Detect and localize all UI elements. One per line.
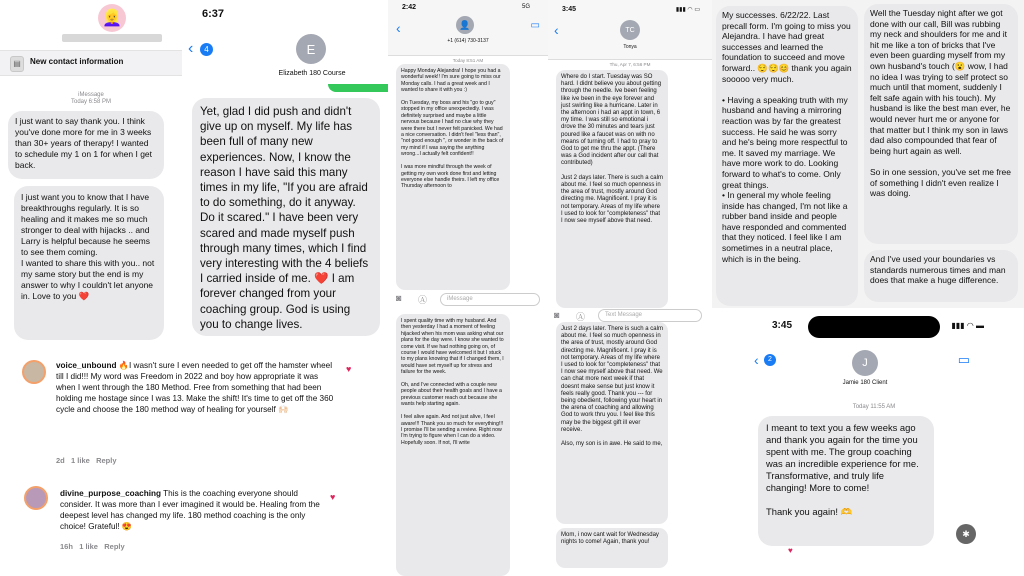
- heart-icon[interactable]: ♥: [330, 492, 336, 502]
- message-input[interactable]: iMessage: [440, 293, 540, 306]
- comment-meta: [60, 542, 125, 551]
- contact-avatar[interactable]: J: [852, 350, 878, 376]
- camera-icon[interactable]: ◙: [554, 310, 560, 320]
- back-count-badge: 4: [200, 43, 213, 56]
- status-time: 3:45: [562, 6, 577, 13]
- contact-avatar[interactable]: TC: [620, 20, 640, 40]
- contact-avatar[interactable]: 👱‍♀️: [98, 4, 126, 32]
- status-icons: ▮▮▮ ◠ ▬: [951, 321, 984, 330]
- message-bubble: Mom, i now cant wait for Wednesday nights to come! Again, thank you!: [556, 528, 668, 568]
- comment-age: 16h: [60, 542, 73, 551]
- commenter-avatar[interactable]: [24, 486, 48, 510]
- back-button[interactable]: ‹: [754, 352, 759, 368]
- message-bubble: Happy Monday Alejandra! I hope you had a wonderful week!! I'm sure going to miss our Monday calls. I had a great week and I wanted to share it with you :) On Tuesday, my boss and his "go to guy" stopped in my office unexpectedly. I was definitely surprised and maybe a little nervous because I had no clue why they were there but I never felt panicked. We had a nice conversation. I didn't feel "less than", "not good enough ", or wonder in the back of my mind if I was saying the anything wrong...I actually felt confident!! I was more mindful through the week of getting my own work done first and letting everyone else handle theirs. I left my office Thursday afternoon to: [396, 64, 510, 290]
- message-bubble: Well the Tuesday night after we got done with our call, Bill was rubbing my neck and shoulders for me and it hit me like a ton of bricks that I've even been guarding myself from my own husband's touch (😮 wow, I had no idea I was trying to self protect so much until that moment, suddenly I felt safe again with his touch). My husband is like the best man ever, he would never hurt me or anyone for that matter but I think my son in laws dad also compounded that fear of being hurt again as well. So in one session, you've set me free of something I didn't even realize I was doing.: [864, 4, 1018, 244]
- message-bubble: Where do I start. Tuesday was SO hard. I didnt believe you about getting through the needle. Ive been feeling like ive been in the eye forever and just swirling like a hurricane. Later in the afternoon i had an appt in town, 6 my time. I was still so emotional i drove the 30 minutes and tears just poured like a faucet was on with no means of turning off. I had to pray to God to get me thru the appt. (There was a God incident after our call that contributed) Just 2 days later. There is such a calm about me. I feel so much openness in the area of trust, mostly around God directing me. Magnificent. I pray it is not temporary. Areas of my life where I used to look for "completeness" that I now see myself above that need.: [556, 70, 668, 308]
- apps-icon[interactable]: Ⓐ: [576, 312, 586, 322]
- comment: [0, 480, 320, 576]
- contact-card-icon: ▤: [10, 56, 24, 72]
- share-icon[interactable]: ✱: [956, 524, 976, 544]
- comment-username[interactable]: voice_unbound: [56, 361, 117, 370]
- back-button[interactable]: ‹: [554, 22, 559, 38]
- back-button[interactable]: ‹: [188, 40, 194, 57]
- timestamp: Thu, Apr 7, 6:56 PM: [609, 62, 651, 67]
- message-bubble: I just want to say thank you. I think you've done more for me in 3 weeks than 30+ years of therapy! I wanted to schedule my 1 on 1 for when I get back.: [8, 111, 164, 179]
- contact-number[interactable]: +1 (614) 730-3137: [447, 38, 489, 44]
- video-call-icon[interactable]: ▭: [957, 352, 970, 367]
- contact-avatar[interactable]: E: [296, 34, 326, 64]
- comment-username[interactable]: divine_purpose_coaching: [60, 489, 162, 498]
- heart-icon[interactable]: ♥: [346, 364, 352, 374]
- comment-text: [60, 488, 330, 532]
- timestamp: Today 8:51 AM: [452, 58, 484, 63]
- contact-name[interactable]: Tonya: [623, 44, 637, 50]
- message-bubble: I just want you to know that I have breakthroughs regularly. It is so healing and it makes me so much stronger to deal with hijacks .. and Larry is helpful because he seems to see them coming. I wanted to share this with you.. not my same story but the end is my answer to why I couldn't let anyone in. Love to you ❤️: [14, 186, 164, 340]
- video-call-icon[interactable]: ▭: [530, 20, 540, 31]
- network-status: 5G: [521, 4, 530, 10]
- message-bubble: I spent quality time with my husband. And then yesterday I had a moment of feeling hijacked when his mom was asking what our plans for the day were. I know she wanted to come visit. If we had nothing going on, of course I would have welcomed it but I stuck to my plans knowing that if I changed them, I would have set myself up for stress and failure for the week. Oh, and I've connected with a couple new people about their health goals and I have a previous customer reach out because she wants help starting again. I feel alive again. And not just alive, I feel aware!!! Thank you so much for everything!!! I promise I'll be sending a review. Right now I'm trying to figure when I can do a video. Hopefully soon. If not, I'll write: [396, 314, 510, 576]
- status-time: 3:45: [772, 320, 793, 331]
- contact-info-card[interactable]: [0, 50, 182, 76]
- status-time: 6:37: [202, 8, 225, 20]
- message-bubble: Yet, glad I did push and didn't give up on myself. My life has been full of many new experiences. Now, I know the reason I have said this many times in my life, "If you are afraid to do something, do it anyway. Do it scared." I have been very scared and made myself push through many times, which I find very interesting with the 4 beliefs I carried inside of me. ❤️ I am forever changed from your coaching group. God is using you to change lives.: [192, 98, 380, 336]
- comment-likes[interactable]: 1 like: [71, 456, 90, 465]
- message-bubble: I meant to text you a few weeks ago and thank you again for the time you spent with me. The group coaching was an incredible experience for me. Transformative, and truly life changing! More to come! Thank you again! 🫶: [758, 416, 934, 546]
- back-count-badge: 2: [764, 354, 776, 366]
- commenter-avatar[interactable]: [22, 360, 46, 384]
- message-bubble: Just 2 days later. There is such a calm about me. I feel so much openness in the area of trust, mostly around God directing me. Magnificent. I pray it is not temporary. Areas of my life where I used to look for "completeness" that I now see myself above that need. We can chat more next week if that doesnt make sense but just know it feels really good. Thank you --- for being obedient, following your heart in the arena of coaching and allowing God to work thru you. I feel like this may be the biggest gift ill ever receive. Also, my son is in awe. He said to me,: [556, 322, 668, 524]
- contact-name[interactable]: Jamie 180 Client: [842, 380, 888, 386]
- service-label: iMessage: [78, 92, 104, 98]
- status-time: 2:42: [402, 4, 417, 11]
- panel-elizabeth: [182, 0, 388, 346]
- comment: [0, 352, 334, 470]
- reply-link[interactable]: Reply: [104, 542, 125, 551]
- status-icons: ▮▮▮ ◠ ▭: [675, 7, 700, 13]
- dynamic-island: [808, 316, 940, 338]
- reply-link[interactable]: Reply: [96, 456, 117, 465]
- message-input[interactable]: Text Message: [598, 309, 702, 322]
- comment-age: 2d: [56, 456, 65, 465]
- comment-text: [56, 360, 336, 415]
- panel-jamie: [748, 312, 1000, 576]
- header-bar: [548, 0, 712, 60]
- timestamp: Today 6:58 PM: [70, 99, 112, 105]
- comment-meta: [56, 456, 117, 465]
- heart-icon: ♥: [788, 546, 793, 555]
- message-bubble: My successes. 6/22/22. Last precall form. I'm going to miss you Alejandra. I have had great successes and learned the foundation to succeed and move forward.. 😌😌😊 thank you again sooooo very much. • Having a speaking truth with my husband and having a mirroring reaction was by far the greatest success. He said he was sorry and he's being more respectful to me. It saved my marriage. We have more work to do. Looking forward to what's to come. Only great things. • In general my whole feeling inside has changed, I'm not like a rubber band inside and people have responded and commented that they noticed. I feel like I am sometimes in a neutral place, which is in the being.: [716, 6, 858, 306]
- contact-avatar[interactable]: 👤: [456, 16, 474, 34]
- apps-icon[interactable]: Ⓐ: [418, 295, 428, 305]
- comment-body: This is the coaching everyone should consider. It was more than I ever imagined it would be. Healing from the deepest level has changed my life. 180 method coaching is the only choice! Grateful! 😍: [60, 489, 320, 531]
- panel-unknown-number: [388, 0, 548, 576]
- redacted-name-bar: [62, 34, 162, 42]
- panel-husband: [860, 0, 1024, 308]
- camera-icon[interactable]: ◙: [396, 293, 402, 303]
- back-button[interactable]: ‹: [396, 20, 401, 36]
- contact-name[interactable]: Elizabeth 180 Course: [278, 70, 346, 77]
- panel-tonya: [548, 0, 712, 576]
- contact-card-label: New contact information: [30, 57, 124, 66]
- timestamp: Today 11:55 AM: [852, 404, 896, 410]
- header-bar: [388, 0, 548, 56]
- outgoing-bubble-edge: [328, 84, 388, 92]
- panel-successes: [712, 0, 860, 308]
- message-bubble: And I've used your boundaries vs standards numerous times and man does that make a huge difference.: [864, 250, 1018, 302]
- comment-likes[interactable]: 1 like: [79, 542, 98, 551]
- comment-body: 🔥I wasn't sure I even needed to get off the hamster wheel till I did!!! My word was Freedom in 2022 and boy how appropriate it was when I went through the 180 Method. Free from something that had been holding me hostage since I was 13. Make the shift! It's time to get off the 360 cycle and choose the 180 method way of healing for yourself 🙌🏻: [56, 361, 334, 414]
